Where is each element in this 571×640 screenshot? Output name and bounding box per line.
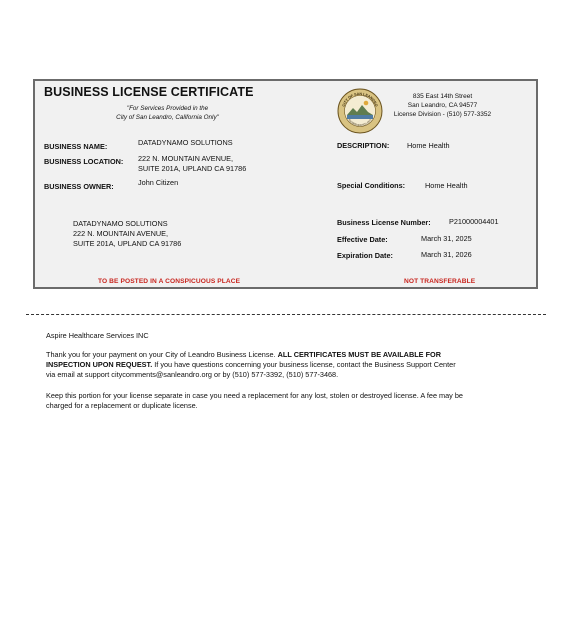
mailing-line-2: 222 N. MOUNTAIN AVENUE, (73, 229, 169, 238)
paragraph-1-start: Thank you for your payment on your City of Leandro Business License. (46, 350, 278, 359)
address-line-3: License Division - (510) 577-3352 (393, 111, 492, 118)
transfer-notice: NOT TRANSFERABLE (404, 278, 476, 285)
certificate-subtitle (75, 104, 260, 122)
letter-paragraph-2: Keep this portion for your license separate in case you need a replacement for any lost, stolen or destroyed license. A fee may be charged for a replacement or duplicate license. (46, 391, 463, 411)
description-value: Home Health (407, 141, 450, 150)
expiration-date-value: March 31, 2026 (421, 250, 472, 259)
letter-recipient: Aspire Healthcare Services INC (46, 331, 149, 340)
business-owner-label: BUSINESS OWNER: (44, 182, 114, 191)
letter-paragraph-1 (46, 350, 466, 381)
subtitle-line-1: "For Services Provided in the (126, 105, 209, 112)
mailing-address (73, 219, 181, 249)
special-conditions-label: Special Conditions: (337, 181, 406, 190)
license-number-value: P21000004401 (449, 217, 499, 226)
mailing-line-1: DATADYNAMO SOLUTIONS (73, 219, 168, 228)
seal-ring-text: CITY OF SAN LEANDRO (341, 91, 379, 108)
business-location-label: BUSINESS LOCATION: (44, 157, 124, 166)
business-name-label: BUSINESS NAME: (44, 142, 108, 151)
paragraph-1-end: If you have questions concerning your business license, contact the Business Support Center via email at support citycomments@sanleandro.org or by (510) 577-3392, (510) 577-3468. (46, 360, 456, 380)
certificate-title: BUSINESS LICENSE CERTIFICATE (44, 85, 254, 99)
effective-date-value: March 31, 2025 (421, 234, 472, 243)
subtitle-line-2: City of San Leandro, California Only" (116, 114, 219, 121)
license-number-label: Business License Number: (337, 218, 431, 227)
address-line-1: 835 East 14th Street (412, 93, 473, 100)
business-location-line-1: 222 N. MOUNTAIN AVENUE, (138, 154, 234, 163)
special-conditions-value: Home Health (425, 181, 468, 190)
post-notice: TO BE POSTED IN A CONSPICUOUS PLACE (98, 278, 241, 285)
paragraph-1-emphasis: ALL CERTIFICATES MUST BE AVAILABLE FOR INSPECTION UPON REQUEST. (46, 350, 441, 370)
city-address (387, 92, 498, 119)
city-seal-icon (337, 88, 383, 134)
effective-date-label: Effective Date: (337, 235, 388, 244)
perforation-line (26, 314, 546, 315)
business-name-value: DATADYNAMO SOLUTIONS (138, 138, 233, 147)
address-line-2: San Leandro, CA 94577 (407, 102, 478, 109)
license-certificate (33, 79, 538, 289)
business-location-value (138, 154, 246, 174)
business-owner-value: John Citizen (138, 178, 179, 187)
seal-bottom-text: INCORPORATED 1872 (347, 118, 373, 128)
mailing-line-3: SUITE 201A, UPLAND CA 91786 (73, 239, 182, 248)
business-location-line-2: SUITE 201A, UPLAND CA 91786 (138, 164, 247, 173)
expiration-date-label: Expiration Date: (337, 251, 393, 260)
description-label: DESCRIPTION: (337, 141, 390, 150)
